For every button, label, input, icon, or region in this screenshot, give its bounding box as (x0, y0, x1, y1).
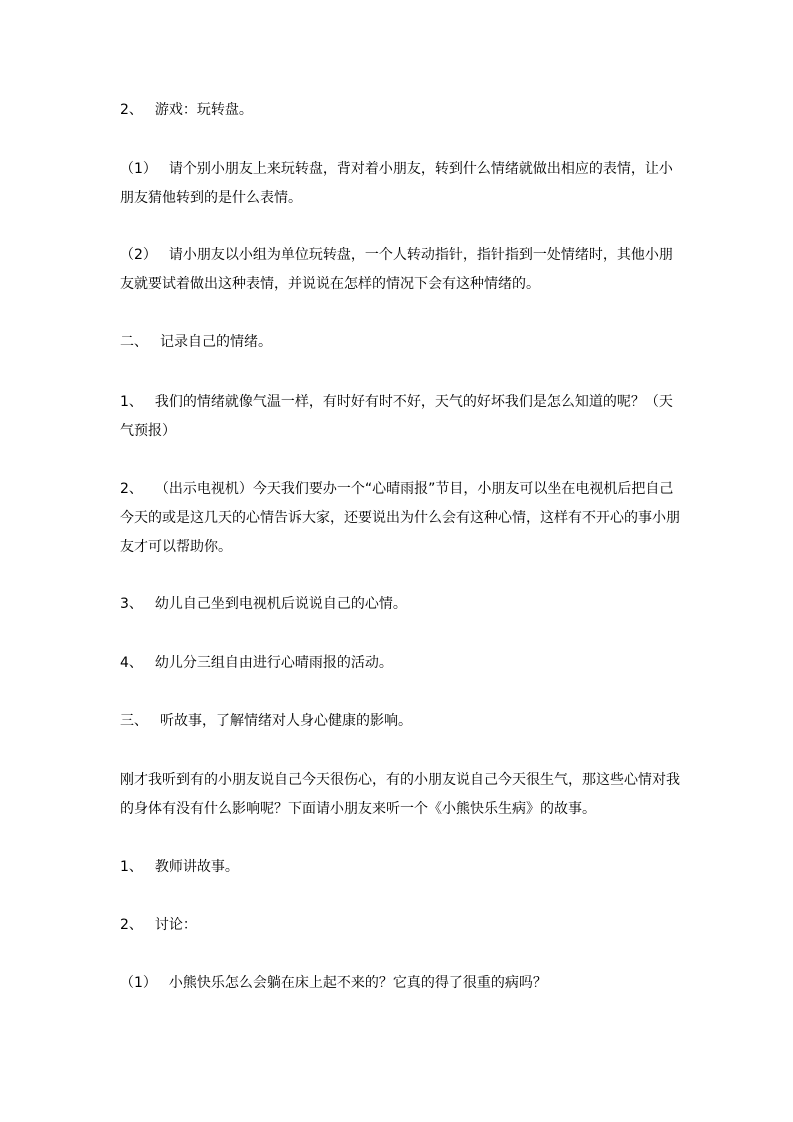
paragraph-text: 请小朋友以小组为单位玩转盘，一个人转动指针，指针指到一处情绪时，其他小朋友就要试着做出这种表情，并说说在怎样的情况下会有这种情绪的。 (120, 247, 673, 292)
item-number: （1） (120, 975, 157, 991)
paragraph-game-title (120, 96, 680, 125)
item-number: 2、 (120, 481, 143, 497)
paragraph-weather-question (120, 388, 680, 446)
paragraph-game-step-2 (120, 241, 680, 299)
item-number: 3、 (120, 596, 143, 612)
paragraph-text: 刚才我听到有的小朋友说自己今天很伤心，有的小朋友说自己今天很生气，那这些心情对我的身体有没有什么影响呢？下面请小朋友来听一个《小熊快乐生病》的故事。 (120, 772, 680, 817)
paragraph-text: 游戏：玩转盘。 (154, 102, 253, 118)
paragraph-text: （出示电视机）今天我们要办一个“心晴雨报”节目，小朋友可以坐在电视机后把自己今天的或是这几天的心情告诉大家，还要说出为什么会有这种心情，这样有不开心的事小朋友才可以帮助你。 (120, 481, 680, 555)
paragraph-teacher-story (120, 853, 680, 882)
item-number: （2） (120, 247, 157, 263)
paragraph-text: 教师讲故事。 (154, 859, 239, 875)
paragraph-text: 幼儿分三组自由进行心晴雨报的活动。 (154, 655, 393, 671)
item-number: 4、 (120, 655, 143, 671)
section-heading-3 (120, 707, 680, 736)
paragraph-discussion-question-1 (120, 969, 680, 998)
paragraph-story-intro (120, 766, 680, 824)
paragraph-text: 小熊快乐怎么会躺在床上起不来的？它真的得了很重的病吗？ (168, 975, 547, 991)
item-number: 2、 (120, 102, 143, 118)
section-number: 三、 (120, 713, 148, 729)
paragraph-tv-program (120, 475, 680, 562)
section-heading-2 (120, 328, 680, 357)
section-title: 记录自己的情绪。 (160, 334, 272, 350)
paragraph-text: 讨论： (154, 917, 197, 933)
paragraph-group-activity (120, 649, 680, 678)
paragraph-text: 请个别小朋友上来玩转盘，背对着小朋友，转到什么情绪就做出相应的表情，让小朋友猜他转到的是什么表情。 (120, 161, 673, 206)
paragraph-discussion (120, 911, 680, 940)
item-number: （1） (120, 161, 157, 177)
item-number: 2、 (120, 917, 143, 933)
paragraph-game-step-1 (120, 155, 680, 213)
section-number: 二、 (120, 334, 148, 350)
item-number: 1、 (120, 859, 143, 875)
paragraph-text: 我们的情绪就像气温一样，有时好有时不好，天气的好坏我们是怎么知道的呢？（天气预报） (120, 394, 673, 439)
section-title: 听故事，了解情绪对人身心健康的影响。 (160, 713, 412, 729)
paragraph-text: 幼儿自己坐到电视机后说说自己的心情。 (154, 596, 407, 612)
paragraph-children-share (120, 590, 680, 619)
item-number: 1、 (120, 394, 143, 410)
